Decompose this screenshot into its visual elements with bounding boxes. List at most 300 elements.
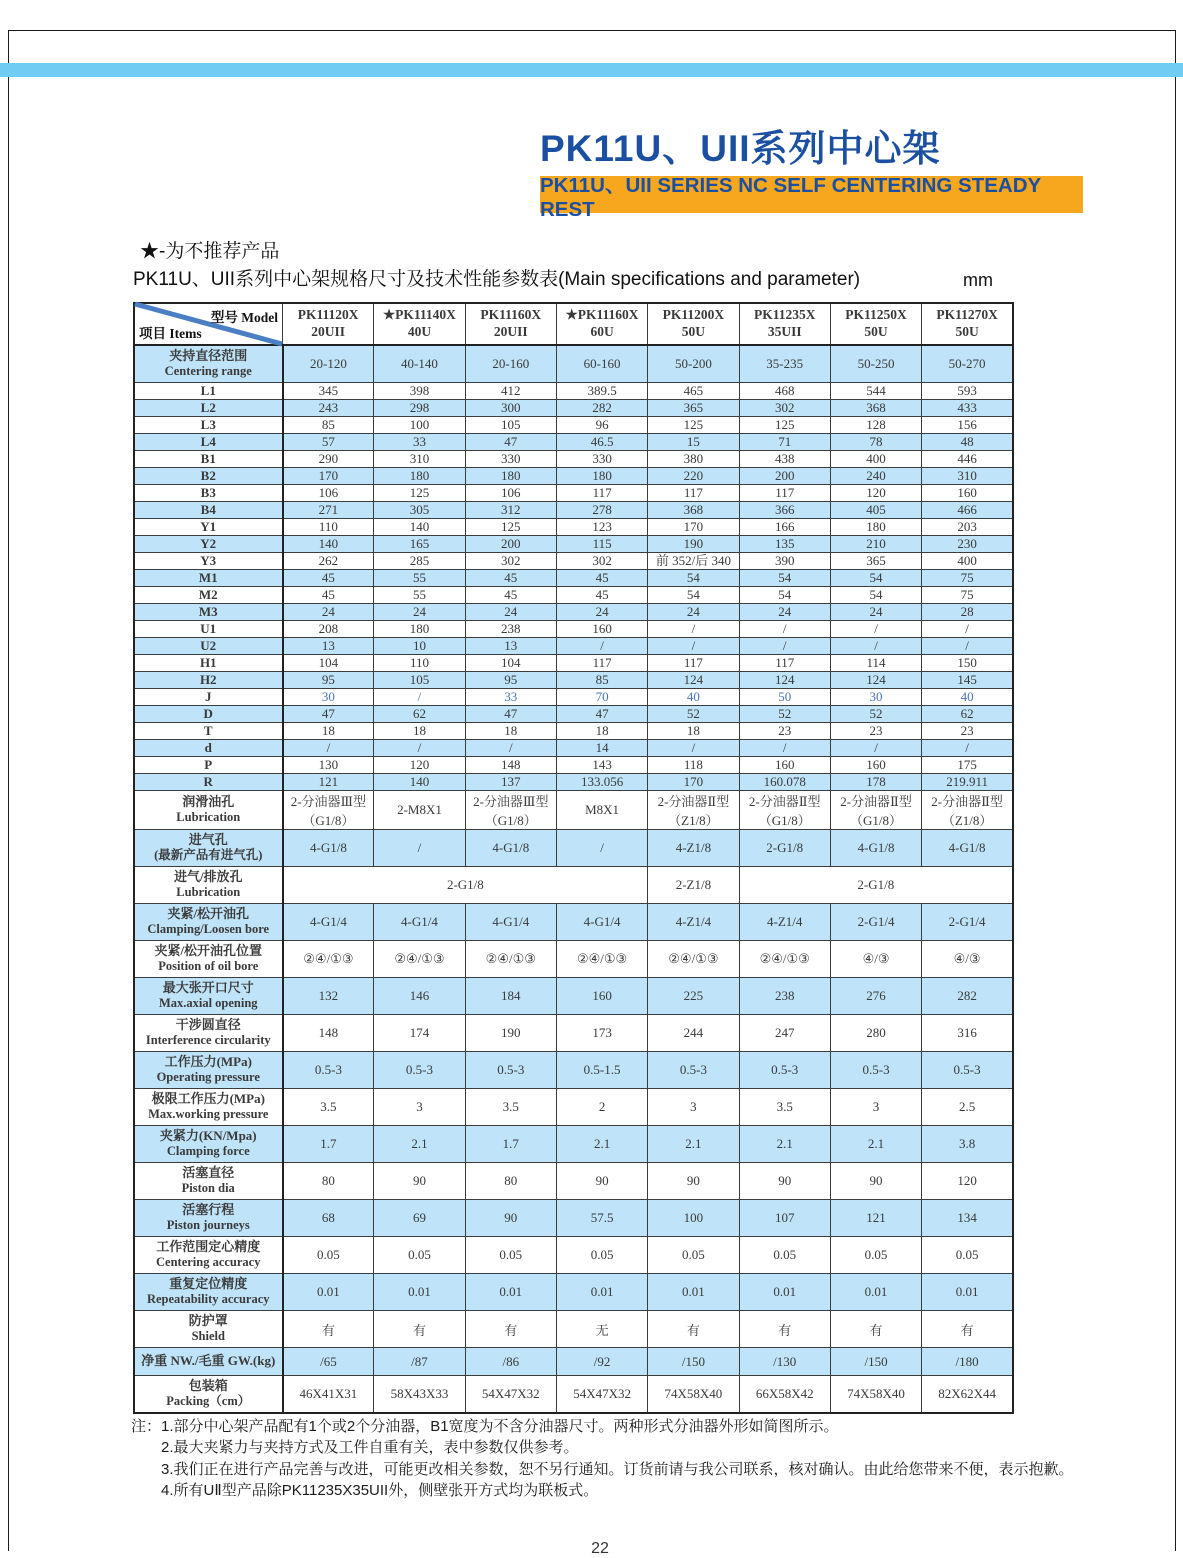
value-cell: 46X41X31 [283,1376,374,1414]
table-row [134,1089,1013,1126]
value-cell: 120 [922,1163,1013,1200]
unit-label: mm [963,270,993,290]
row-label: 净重 NW./毛重 GW.(kg) [134,1348,283,1376]
value-cell: 18 [283,723,374,740]
value-cell: 244 [648,1015,739,1052]
value-cell: 143 [556,757,647,774]
table-row [134,689,1013,706]
value-cell: 105 [465,417,556,434]
table-row [134,502,1013,519]
value-cell: 1.7 [283,1126,374,1163]
footnote-line: 2.最大夹紧力与夹持方式及工件自重有关，表中参数仅供参考。 [161,1439,579,1457]
value-cell: 47 [556,706,647,723]
value-cell: 18 [556,723,647,740]
value-cell: 466 [922,502,1013,519]
row-label: P [134,757,283,774]
value-cell: 175 [922,757,1013,774]
value-cell: 57.5 [556,1200,647,1237]
value-cell: 104 [465,655,556,672]
value-cell: 45 [465,570,556,587]
value-cell: / [648,740,739,757]
value-cell: 50-270 [922,345,1013,383]
value-cell: 145 [922,672,1013,689]
value-cell: 13 [283,638,374,655]
value-cell: 0.01 [283,1274,374,1311]
value-cell: 24 [739,604,830,621]
table-row [134,740,1013,757]
value-cell: 285 [374,553,465,570]
value-cell: 2-G1/8 [283,867,648,904]
value-cell: 2-G1/4 [922,904,1013,941]
value-cell: 有 [283,1311,374,1348]
value-cell: 0.05 [739,1237,830,1274]
row-label: 干涉圆直径 Interference circularity [134,1015,283,1052]
footnotes [131,1416,1074,1501]
value-cell: 133.056 [556,774,647,791]
value-cell: ②④/①③ [739,941,830,978]
value-cell: /180 [922,1348,1013,1376]
value-cell: 120 [830,485,921,502]
value-cell: 247 [739,1015,830,1052]
value-cell: 302 [465,553,556,570]
value-cell: 50-250 [830,345,921,383]
value-cell: ②④/①③ [283,941,374,978]
value-cell: 465 [648,383,739,400]
value-cell: 148 [465,757,556,774]
value-cell: 345 [283,383,374,400]
value-cell: 4-G1/8 [830,830,921,867]
value-cell: 160 [830,757,921,774]
value-cell: 4-Z1/4 [739,904,830,941]
value-cell: 90 [739,1163,830,1200]
value-cell: / [830,621,921,638]
table-row [134,570,1013,587]
table-row [134,706,1013,723]
value-cell: 2-G1/8 [739,867,1013,904]
value-cell: / [830,638,921,655]
value-cell: 4-G1/4 [465,904,556,941]
value-cell: 200 [465,536,556,553]
value-cell: 100 [648,1200,739,1237]
value-cell: 170 [648,774,739,791]
value-cell: 115 [556,536,647,553]
table-row [134,867,1013,904]
value-cell: 2.1 [830,1126,921,1163]
value-cell: 240 [830,468,921,485]
value-cell: 3 [374,1089,465,1126]
header-row [134,303,1013,345]
table-row [134,604,1013,621]
value-cell: 117 [556,485,647,502]
value-cell: 0.5-3 [922,1052,1013,1089]
value-cell: 278 [556,502,647,519]
value-cell: / [283,740,374,757]
value-cell: 96 [556,417,647,434]
value-cell: 95 [283,672,374,689]
row-label: B2 [134,468,283,485]
value-cell: 2.1 [374,1126,465,1163]
value-cell: 90 [556,1163,647,1200]
value-cell: 146 [374,978,465,1015]
value-cell: /87 [374,1348,465,1376]
value-cell: / [739,621,830,638]
value-cell: 24 [283,604,374,621]
table-row [134,791,1013,830]
model-header: PK11160X 20UII [465,303,556,345]
table-row [134,1348,1013,1376]
value-cell: 105 [374,672,465,689]
table-row [134,672,1013,689]
row-label: Y3 [134,553,283,570]
value-cell: 160 [556,621,647,638]
table-row [134,941,1013,978]
value-cell: /86 [465,1348,556,1376]
table-row [134,638,1013,655]
table-row [134,587,1013,604]
row-label: L3 [134,417,283,434]
value-cell: 47 [465,434,556,451]
value-cell: 0.01 [739,1274,830,1311]
value-cell: / [739,740,830,757]
value-cell: 312 [465,502,556,519]
page-number: 22 [591,1540,609,1557]
value-cell: 298 [374,400,465,417]
value-cell: 45 [556,587,647,604]
value-cell: 40 [648,689,739,706]
value-cell: 160 [739,757,830,774]
value-cell: 190 [465,1015,556,1052]
value-cell: 52 [648,706,739,723]
model-header: ★PK11140X 40U [374,303,465,345]
table-row [134,1126,1013,1163]
model-header: PK11200X 50U [648,303,739,345]
value-cell: /65 [283,1348,374,1376]
value-cell: 365 [830,553,921,570]
value-cell: 62 [922,706,1013,723]
value-cell: 74X58X40 [830,1376,921,1414]
value-cell: 4-Z1/4 [648,904,739,941]
value-cell: 3.8 [922,1126,1013,1163]
value-cell: 180 [374,468,465,485]
value-cell: 400 [922,553,1013,570]
value-cell: 300 [465,400,556,417]
value-cell: 125 [465,519,556,536]
row-label: H2 [134,672,283,689]
value-cell: 55 [374,570,465,587]
value-cell: 66X58X42 [739,1376,830,1414]
value-cell: 13 [465,638,556,655]
value-cell: 有 [922,1311,1013,1348]
table-row [134,417,1013,434]
value-cell: ④/③ [830,941,921,978]
value-cell: 2-G1/8 [739,830,830,867]
value-cell: 0.05 [648,1237,739,1274]
value-cell: 124 [830,672,921,689]
value-cell: 24 [465,604,556,621]
value-cell: 125 [739,417,830,434]
value-cell: 有 [830,1311,921,1348]
value-cell: 75 [922,587,1013,604]
value-cell: 282 [922,978,1013,1015]
table-row [134,519,1013,536]
table-row [134,1052,1013,1089]
value-cell: 10 [374,638,465,655]
value-cell: 2.1 [739,1126,830,1163]
value-cell: 390 [739,553,830,570]
value-cell: 203 [922,519,1013,536]
value-cell: 104 [283,655,374,672]
value-cell: 28 [922,604,1013,621]
value-cell: 148 [283,1015,374,1052]
value-cell: 135 [739,536,830,553]
value-cell: 243 [283,400,374,417]
top-accent-bar [0,63,1183,77]
value-cell: 219.911 [922,774,1013,791]
value-cell: 330 [465,451,556,468]
value-cell: 3 [648,1089,739,1126]
value-cell: 0.01 [830,1274,921,1311]
value-cell: 2-分油器Ⅱ型（Z1/8） [648,791,739,830]
value-cell: 54 [648,587,739,604]
row-label: 进气孔 (最新产品有进气孔) [134,830,283,867]
value-cell: / [648,638,739,655]
value-cell: 82X62X44 [922,1376,1013,1414]
value-cell: 140 [374,519,465,536]
row-label: 夹持直径范围 Centering range [134,345,283,383]
value-cell: 2-分油器Ⅲ型（G1/8） [283,791,374,830]
value-cell: 0.5-3 [374,1052,465,1089]
value-cell: / [374,740,465,757]
value-cell: 47 [283,706,374,723]
row-label: J [134,689,283,706]
value-cell: 121 [283,774,374,791]
value-cell: 54X47X32 [556,1376,647,1414]
value-cell: 150 [922,655,1013,672]
value-cell: 433 [922,400,1013,417]
table-row [134,757,1013,774]
value-cell: 170 [648,519,739,536]
value-cell: 2.1 [556,1126,647,1163]
value-cell: 290 [283,451,374,468]
value-cell: 446 [922,451,1013,468]
value-cell: 106 [283,485,374,502]
value-cell: 4-G1/4 [283,904,374,941]
value-cell: 40-140 [374,345,465,383]
value-cell: 78 [830,434,921,451]
value-cell: 405 [830,502,921,519]
table-row [134,1311,1013,1348]
value-cell: 52 [830,706,921,723]
value-cell: 117 [739,655,830,672]
value-cell: 400 [830,451,921,468]
value-cell: 368 [648,502,739,519]
value-cell: 62 [374,706,465,723]
row-label: H1 [134,655,283,672]
model-header: ★PK11160X 60U [556,303,647,345]
table-row [134,400,1013,417]
value-cell: 前 352/后 340 [648,553,739,570]
value-cell: 117 [648,655,739,672]
value-cell: / [374,830,465,867]
row-label: 活塞行程 Piston journeys [134,1200,283,1237]
value-cell: 210 [830,536,921,553]
value-cell: 24 [374,604,465,621]
value-cell: 54 [830,570,921,587]
value-cell: 117 [556,655,647,672]
value-cell: ②④/①③ [556,941,647,978]
value-cell: 23 [739,723,830,740]
value-cell: 165 [374,536,465,553]
value-cell: 282 [556,400,647,417]
value-cell: 170 [283,468,374,485]
value-cell: 593 [922,383,1013,400]
table-row [134,485,1013,502]
footnote-line: 1.部分中心架产品配有1个或2个分油器，B1宽度为不含分油器尺寸。两种形式分油器外形如简图所示。 [161,1418,839,1435]
row-label: M1 [134,570,283,587]
value-cell: / [648,621,739,638]
table-caption: PK11U、UII系列中心架规格尺寸及技术性能参数表(Main specifications and parameter) [133,269,861,290]
value-cell: 45 [465,587,556,604]
value-cell: 100 [374,417,465,434]
value-cell: 4-Z1/8 [648,830,739,867]
table-row [134,1200,1013,1237]
value-cell: 225 [648,978,739,1015]
model-header: PK11250X 50U [830,303,921,345]
row-label: B1 [134,451,283,468]
value-cell: 0.05 [374,1237,465,1274]
row-label: Y1 [134,519,283,536]
value-cell: 468 [739,383,830,400]
value-cell: 238 [739,978,830,1015]
value-cell: / [922,740,1013,757]
value-cell: 0.01 [374,1274,465,1311]
table-row [134,774,1013,791]
value-cell: 125 [374,485,465,502]
corner-cell [134,303,283,345]
value-cell: 366 [739,502,830,519]
value-cell: 2-分油器Ⅱ型（G1/8） [830,791,921,830]
value-cell: 2-G1/4 [830,904,921,941]
row-label: 最大张开口尺寸 Max.axial opening [134,978,283,1015]
value-cell: 132 [283,978,374,1015]
value-cell: /92 [556,1348,647,1376]
value-cell: 238 [465,621,556,638]
value-cell: 310 [922,468,1013,485]
row-label: L1 [134,383,283,400]
value-cell: 0.5-3 [739,1052,830,1089]
value-cell: 54 [739,570,830,587]
value-cell: 262 [283,553,374,570]
value-cell: /130 [739,1348,830,1376]
value-cell: 121 [830,1200,921,1237]
value-cell: 4-G1/4 [374,904,465,941]
value-cell: 18 [465,723,556,740]
value-cell: 0.01 [648,1274,739,1311]
row-label: d [134,740,283,757]
model-header: PK11235X 35UII [739,303,830,345]
row-label: 包装箱 Packing（cm） [134,1376,283,1414]
star-legend: ★-为不推荐产品 [140,241,280,262]
value-cell: 114 [830,655,921,672]
value-cell: 4-G1/8 [922,830,1013,867]
value-cell: /150 [648,1348,739,1376]
value-cell: 134 [922,1200,1013,1237]
value-cell: 117 [739,485,830,502]
value-cell: 18 [374,723,465,740]
value-cell: 70 [556,689,647,706]
value-cell: 60-160 [556,345,647,383]
table-row [134,904,1013,941]
row-label: D [134,706,283,723]
model-header: PK11270X 50U [922,303,1013,345]
value-cell: ②④/①③ [465,941,556,978]
value-cell: 190 [648,536,739,553]
table-row [134,434,1013,451]
value-cell: 316 [922,1015,1013,1052]
row-label: 极限工作压力(MPa) Max.working pressure [134,1089,283,1126]
value-cell: 0.05 [922,1237,1013,1274]
value-cell: 54X47X32 [465,1376,556,1414]
value-cell: 220 [648,468,739,485]
value-cell: / [739,638,830,655]
value-cell: 124 [739,672,830,689]
value-cell: / [922,638,1013,655]
value-cell: 280 [830,1015,921,1052]
row-label: U2 [134,638,283,655]
value-cell: 23 [922,723,1013,740]
value-cell: 0.05 [465,1237,556,1274]
value-cell: 45 [283,570,374,587]
value-cell: / [922,621,1013,638]
corner-items-label: 项目 Items [139,326,202,341]
value-cell: 178 [830,774,921,791]
value-cell: 0.05 [556,1237,647,1274]
footnote-items [161,1416,1074,1501]
row-label: 夹紧/松开油孔位置 Position of oil bore [134,941,283,978]
value-cell: 180 [556,468,647,485]
value-cell: 200 [739,468,830,485]
value-cell: 3.5 [739,1089,830,1126]
value-cell: 438 [739,451,830,468]
value-cell: 0.5-3 [465,1052,556,1089]
row-label: 重复定位精度 Repeatability accuracy [134,1274,283,1311]
table-caption-row [133,264,1013,291]
table-row [134,451,1013,468]
value-cell: 无 [556,1311,647,1348]
value-cell: 0.01 [922,1274,1013,1311]
value-cell: 有 [465,1311,556,1348]
model-header: PK11120X 20UII [283,303,374,345]
value-cell: 75 [922,570,1013,587]
value-cell: 3 [830,1089,921,1126]
value-cell: 57 [283,434,374,451]
value-cell: 48 [922,434,1013,451]
value-cell: 174 [374,1015,465,1052]
table-row [134,830,1013,867]
value-cell: 46.5 [556,434,647,451]
value-cell: 160 [922,485,1013,502]
value-cell: 23 [830,723,921,740]
page-title: PK11U、UII系列中心架 [540,128,941,169]
row-label: 工作范围定心精度 Centering accuracy [134,1237,283,1274]
value-cell: 71 [739,434,830,451]
table-row [134,383,1013,400]
value-cell: 412 [465,383,556,400]
value-cell: 45 [283,587,374,604]
value-cell: 180 [830,519,921,536]
row-label: L2 [134,400,283,417]
value-cell: / [374,689,465,706]
